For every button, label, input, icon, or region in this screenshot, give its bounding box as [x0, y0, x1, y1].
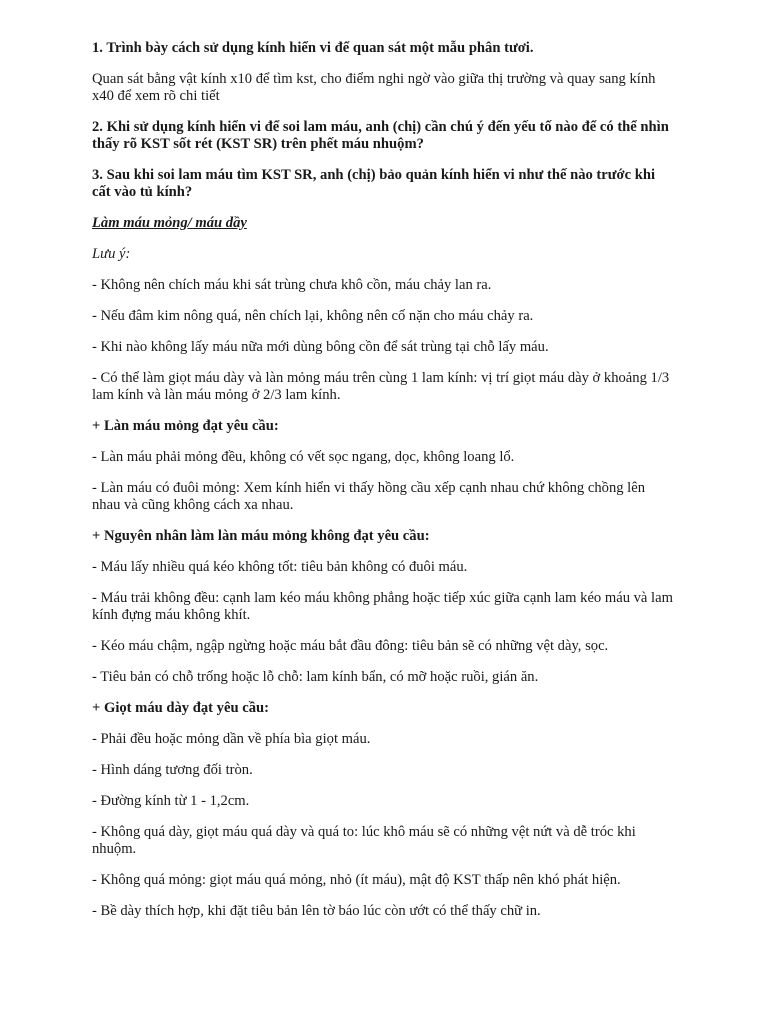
thick-drop-ok-item: - Hình dáng tương đối tròn.: [92, 762, 253, 778]
section-heading: Làm máu mỏng/ máu dầy: [92, 215, 247, 231]
note-label: Lưu ý:: [92, 246, 131, 262]
question-2: 2. Khi sử dụng kính hiển vi để soi lam máu, anh (chị) cần chú ý đến yếu tố nào để có thể nhìn thấy rõ KST sốt rét (KST SR) trên phết máu nhuộm?: [92, 119, 669, 152]
thick-drop-ok-item: - Đường kính từ 1 - 1,2cm.: [92, 793, 250, 809]
thick-drop-ok-item: - Không quá dày, giọt máu quá dày và quá to: lúc khô máu sẽ có những vệt nứt và dễ tróc khi nhuộm.: [92, 824, 636, 857]
thin-smear-ok-item: - Làn máu phải mỏng đều, không có vết sọc ngang, dọc, không loang lổ.: [92, 449, 515, 465]
note-item: - Không nên chích máu khi sát trùng chưa khô cồn, máu chảy lan ra.: [92, 277, 492, 293]
note-item: - Nếu đâm kim nông quá, nên chích lại, không nên cố nặn cho máu chảy ra.: [92, 308, 534, 324]
thick-drop-ok-heading: + Giọt máu dày đạt yêu cầu:: [92, 700, 269, 716]
thin-smear-fail-item: - Tiêu bản có chỗ trống hoặc lỗ chỗ: lam kính bẩn, có mỡ hoặc ruồi, gián ăn.: [92, 669, 539, 685]
document-page: [92, 40, 674, 934]
thin-smear-fail-heading: + Nguyên nhân làm làn máu mỏng không đạt yêu cầu:: [92, 528, 430, 544]
thin-smear-ok-heading: + Làn máu mỏng đạt yêu cầu:: [92, 418, 279, 434]
note-item: - Có thể làm giọt máu dày và làn mỏng máu trên cùng 1 lam kính: vị trí giọt máu dày ở khoảng 1/3 lam kính và làn máu mỏng ở 2/3 lam kính.: [92, 370, 670, 403]
thin-smear-fail-item: - Kéo máu chậm, ngập ngừng hoặc máu bắt đầu đông: tiêu bản sẽ có những vệt dày, sọc.: [92, 638, 609, 654]
question-1: 1. Trình bày cách sử dụng kính hiển vi để quan sát một mẫu phân tươi.: [92, 40, 534, 56]
thick-drop-ok-item: - Bề dày thích hợp, khi đặt tiêu bản lên tờ báo lúc còn ướt có thể thấy chữ in.: [92, 903, 541, 919]
thin-smear-fail-item: - Máu trải không đều: cạnh lam kéo máu không phẳng hoặc tiếp xúc giữa cạnh lam kéo máu và lam kính đựng máu không khít.: [92, 590, 673, 623]
thin-smear-fail-item: - Máu lấy nhiều quá kéo không tốt: tiêu bản không có đuôi máu.: [92, 559, 468, 575]
thin-smear-ok-item: - Làn máu có đuôi mỏng: Xem kính hiển vi thấy hồng cầu xếp cạnh nhau chứ không chồng lên nhau và cũng không cách xa nhau.: [92, 480, 646, 513]
thick-drop-ok-item: - Không quá mỏng: giọt máu quá mỏng, nhỏ (ít máu), mật độ KST thấp nên khó phát hiện.: [92, 872, 621, 888]
question-3: 3. Sau khi soi lam máu tìm KST SR, anh (chị) bảo quản kính hiển vi như thế nào trước khi cất vào tủ kính?: [92, 167, 656, 200]
answer-1: Quan sát bằng vật kính x10 để tìm kst, cho điểm nghi ngờ vào giữa thị trường và quay sang kính x40 để xem rõ chi tiết: [92, 71, 656, 104]
thick-drop-ok-item: - Phải đều hoặc mỏng dần về phía bìa giọt máu.: [92, 731, 371, 747]
note-item: - Khi nào không lấy máu nữa mới dùng bông cồn để sát trùng tại chỗ lấy máu.: [92, 339, 549, 355]
